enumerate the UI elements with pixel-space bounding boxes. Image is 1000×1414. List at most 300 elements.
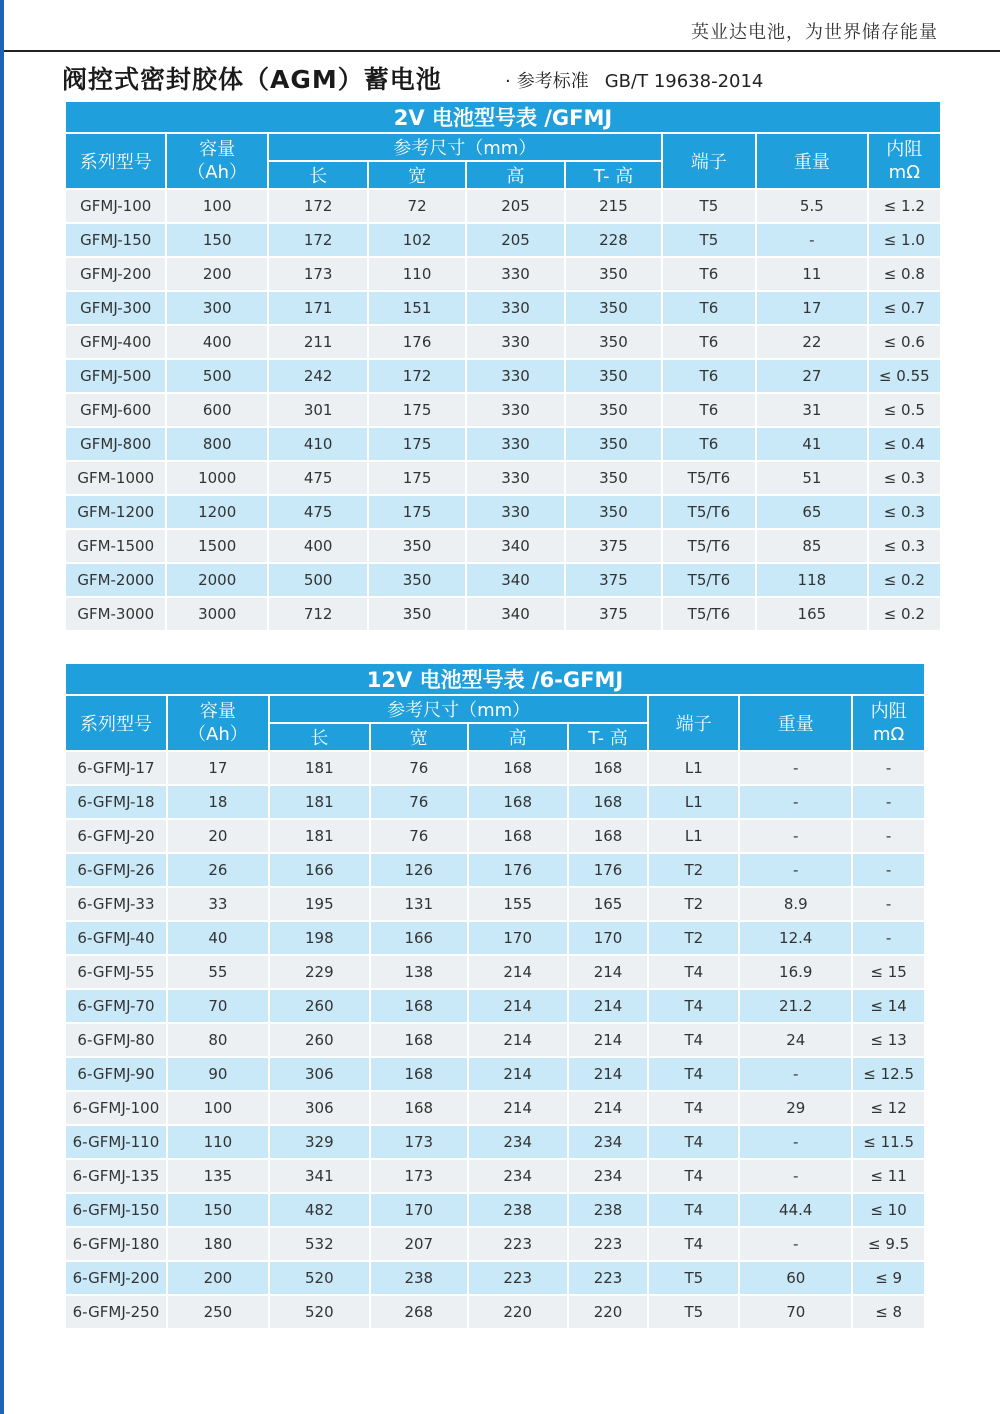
cell-model: 6-GFMJ-70 [66,990,166,1022]
cell-capacity: 110 [168,1126,268,1158]
cell-height: 168 [469,752,567,784]
cell-model: GFMJ-500 [66,360,165,392]
cell-capacity: 55 [168,956,268,988]
cell-capacity: 100 [168,1092,268,1124]
cell-weight: 60 [740,1262,851,1294]
cell-terminal: L1 [649,820,738,852]
cell-weight: 8.9 [740,888,851,920]
header-capacity-unit: （Ah） [188,724,248,745]
cell-height: 330 [467,428,564,460]
cell-resistance: ≤ 0.7 [869,292,940,324]
cell-resistance: ≤ 10 [853,1194,924,1226]
cell-length: 520 [270,1262,369,1294]
cell-model: 6-GFMJ-100 [66,1092,166,1124]
cell-t-height: 165 [569,888,648,920]
cell-height: 220 [469,1296,567,1328]
cell-weight: - [740,1160,851,1192]
cell-length: 475 [269,462,367,494]
cell-weight: 17 [757,292,867,324]
cell-length: 198 [270,922,369,954]
cell-terminal: T6 [663,292,755,324]
cell-capacity: 300 [167,292,266,324]
cell-width: 76 [371,752,467,784]
left-edge-bar [0,0,4,1414]
cell-resistance: ≤ 0.8 [869,258,940,290]
cell-terminal: T5 [649,1262,738,1294]
cell-width: 110 [369,258,464,290]
header-resistance-unit: mΩ [888,162,920,183]
header-model: 系列型号 [66,696,166,750]
table-row [66,564,940,596]
header-t-height: T- 高 [566,162,660,188]
cell-width: 175 [369,394,464,426]
header-height: 高 [467,162,564,188]
cell-model: 6-GFMJ-26 [66,854,166,886]
cell-resistance: - [853,922,924,954]
cell-resistance: - [853,888,924,920]
table-row [66,394,940,426]
cell-terminal: T5/T6 [663,598,755,630]
table-row [66,428,940,460]
cell-model: GFMJ-300 [66,292,165,324]
cell-capacity: 1200 [167,496,266,528]
cell-length: 173 [269,258,367,290]
cell-model: 6-GFMJ-135 [66,1160,166,1192]
cell-width: 76 [371,786,467,818]
cell-weight: 12.4 [740,922,851,954]
cell-t-height: 214 [569,1058,648,1090]
cell-terminal: T5 [663,224,755,256]
cell-length: 400 [269,530,367,562]
cell-height: 238 [469,1194,567,1226]
cell-t-height: 214 [569,990,648,1022]
cell-capacity: 20 [168,820,268,852]
cell-length: 306 [270,1092,369,1124]
cell-weight: 22 [757,326,867,358]
cell-terminal: T6 [663,326,755,358]
cell-resistance: ≤ 13 [853,1024,924,1056]
cell-terminal: T6 [663,258,755,290]
cell-t-height: 375 [566,564,660,596]
cell-t-height: 220 [569,1296,648,1328]
cell-length: 229 [270,956,369,988]
cell-resistance: ≤ 12 [853,1092,924,1124]
cell-capacity: 70 [168,990,268,1022]
cell-t-height: 168 [569,820,648,852]
cell-capacity: 80 [168,1024,268,1056]
cell-width: 238 [371,1262,467,1294]
cell-resistance: ≤ 0.3 [869,496,940,528]
cell-capacity: 90 [168,1058,268,1090]
header-dimensions: 参考尺寸（mm） [269,134,661,160]
cell-resistance: ≤ 8 [853,1296,924,1328]
cell-terminal: T6 [663,360,755,392]
cell-height: 330 [467,394,564,426]
cell-terminal: T4 [649,956,738,988]
cell-t-height: 214 [569,1024,648,1056]
table-row [66,1194,924,1226]
cell-weight: 44.4 [740,1194,851,1226]
cell-length: 712 [269,598,367,630]
cell-length: 306 [270,1058,369,1090]
cell-model: GFM-1200 [66,496,165,528]
cell-height: 155 [469,888,567,920]
cell-height: 170 [469,922,567,954]
cell-terminal: T5 [663,190,755,222]
cell-height: 330 [467,292,564,324]
cell-length: 260 [270,990,369,1022]
table-row [66,888,924,920]
cell-terminal: T4 [649,1194,738,1226]
cell-length: 341 [270,1160,369,1192]
table-2v-title: 2V 电池型号表 /GFMJ [66,102,940,132]
cell-weight: 5.5 [757,190,867,222]
table-row [66,292,940,324]
cell-capacity: 40 [168,922,268,954]
header-height: 高 [469,724,567,750]
cell-model: GFM-3000 [66,598,165,630]
cell-capacity: 500 [167,360,266,392]
cell-terminal: T4 [649,1228,738,1260]
header-width: 宽 [371,724,467,750]
cell-weight: 16.9 [740,956,851,988]
cell-resistance: ≤ 0.5 [869,394,940,426]
cell-length: 520 [270,1296,369,1328]
cell-model: 6-GFMJ-200 [66,1262,166,1294]
cell-height: 223 [469,1262,567,1294]
cell-model: 6-GFMJ-17 [66,752,166,784]
header-capacity-label: 容量 [199,701,236,722]
cell-length: 195 [270,888,369,920]
cell-t-height: 234 [569,1160,648,1192]
cell-model: 6-GFMJ-40 [66,922,166,954]
cell-length: 301 [269,394,367,426]
cell-t-height: 350 [566,496,660,528]
cell-t-height: 176 [569,854,648,886]
cell-capacity: 1000 [167,462,266,494]
table-row [66,1160,924,1192]
cell-weight: 41 [757,428,867,460]
cell-width: 102 [369,224,464,256]
header-capacity [167,134,266,188]
cell-resistance: ≤ 0.2 [869,564,940,596]
cell-t-height: 350 [566,462,660,494]
page-title: 阀控式密封胶体（AGM）蓄电池 [62,65,442,94]
header-divider [4,50,1000,52]
cell-model: GFM-1000 [66,462,165,494]
cell-width: 168 [371,1092,467,1124]
cell-height: 330 [467,326,564,358]
cell-terminal: T2 [649,888,738,920]
cell-capacity: 250 [168,1296,268,1328]
company-slogan: 英业达电池，为世界储存能量 [691,22,938,43]
cell-weight: - [740,786,851,818]
cell-weight: 27 [757,360,867,392]
cell-resistance: - [853,820,924,852]
cell-model: 6-GFMJ-33 [66,888,166,920]
cell-capacity: 150 [168,1194,268,1226]
cell-width: 176 [369,326,464,358]
cell-resistance: ≤ 1.0 [869,224,940,256]
cell-capacity: 17 [168,752,268,784]
cell-model: GFMJ-400 [66,326,165,358]
cell-terminal: T6 [663,394,755,426]
cell-resistance: - [853,752,924,784]
cell-t-height: 238 [569,1194,648,1226]
cell-model: 6-GFMJ-180 [66,1228,166,1260]
cell-terminal: T4 [649,1092,738,1124]
cell-model: GFMJ-600 [66,394,165,426]
cell-weight: 31 [757,394,867,426]
cell-t-height: 350 [566,326,660,358]
header-dimensions: 参考尺寸（mm） [270,696,648,722]
table-row [66,598,940,630]
cell-length: 166 [270,854,369,886]
header-capacity-label: 容量 [199,139,236,160]
cell-t-height: 375 [566,598,660,630]
cell-t-height: 223 [569,1228,648,1260]
cell-height: 234 [469,1160,567,1192]
cell-model: 6-GFMJ-90 [66,1058,166,1090]
cell-capacity: 33 [168,888,268,920]
cell-weight: 165 [757,598,867,630]
cell-resistance: ≤ 0.3 [869,462,940,494]
cell-resistance: - [853,854,924,886]
cell-height: 340 [467,530,564,562]
cell-height: 340 [467,564,564,596]
cell-length: 172 [269,190,367,222]
cell-terminal: T5 [649,1296,738,1328]
cell-t-height: 350 [566,428,660,460]
table-row [66,786,924,818]
cell-capacity: 100 [167,190,266,222]
cell-width: 172 [369,360,464,392]
cell-height: 168 [469,786,567,818]
cell-height: 330 [467,360,564,392]
cell-model: 6-GFMJ-110 [66,1126,166,1158]
cell-t-height: 215 [566,190,660,222]
cell-terminal: T5/T6 [663,530,755,562]
cell-width: 350 [369,530,464,562]
table-row [66,1058,924,1090]
cell-resistance: ≤ 11.5 [853,1126,924,1158]
cell-width: 350 [369,598,464,630]
cell-width: 168 [371,1024,467,1056]
table-row [66,820,924,852]
cell-t-height: 223 [569,1262,648,1294]
cell-length: 475 [269,496,367,528]
cell-width: 350 [369,564,464,596]
cell-resistance: ≤ 9 [853,1262,924,1294]
reference-standard [505,67,763,93]
cell-width: 138 [371,956,467,988]
table-row [66,990,924,1022]
table-12v-body [66,752,924,1328]
cell-height: 205 [467,190,564,222]
cell-model: 6-GFMJ-55 [66,956,166,988]
standard-label: 参考标准 [516,71,589,92]
header-terminal: 端子 [649,696,738,750]
cell-width: 168 [371,990,467,1022]
cell-capacity: 135 [168,1160,268,1192]
cell-width: 268 [371,1296,467,1328]
cell-length: 329 [270,1126,369,1158]
cell-capacity: 18 [168,786,268,818]
cell-t-height: 234 [569,1126,648,1158]
header-t-height: T- 高 [569,724,648,750]
cell-capacity: 200 [168,1262,268,1294]
table-row [66,462,940,494]
cell-length: 211 [269,326,367,358]
cell-weight: 118 [757,564,867,596]
header-resistance-label: 内阻 [870,701,907,722]
cell-t-height: 168 [569,786,648,818]
cell-weight: 65 [757,496,867,528]
cell-width: 175 [369,496,464,528]
header-resistance [853,696,924,750]
cell-weight: 51 [757,462,867,494]
cell-capacity: 800 [167,428,266,460]
cell-model: 6-GFMJ-80 [66,1024,166,1056]
cell-model: GFMJ-800 [66,428,165,460]
cell-weight: 21.2 [740,990,851,1022]
table-row [66,956,924,988]
cell-height: 176 [469,854,567,886]
table-row [66,1126,924,1158]
table-row [66,326,940,358]
cell-length: 172 [269,224,367,256]
table-row [66,224,940,256]
cell-length: 181 [270,752,369,784]
cell-weight: 85 [757,530,867,562]
header-width: 宽 [369,162,464,188]
cell-height: 330 [467,462,564,494]
cell-height: 330 [467,496,564,528]
standard-value: GB/T 19638-2014 [604,71,764,92]
cell-t-height: 375 [566,530,660,562]
cell-terminal: T2 [649,854,738,886]
cell-length: 260 [270,1024,369,1056]
cell-width: 175 [369,462,464,494]
header-weight: 重量 [757,134,867,188]
cell-length: 532 [270,1228,369,1260]
cell-resistance: ≤ 0.4 [869,428,940,460]
cell-weight: - [740,1058,851,1090]
cell-model: 6-GFMJ-20 [66,820,166,852]
cell-terminal: T4 [649,1058,738,1090]
table-12v-title: 12V 电池型号表 /6-GFMJ [66,664,924,694]
table-row [66,922,924,954]
table-row [66,1228,924,1260]
cell-width: 207 [371,1228,467,1260]
cell-model: 6-GFMJ-18 [66,786,166,818]
cell-weight: - [740,854,851,886]
table-2v [64,100,942,632]
cell-height: 214 [469,1058,567,1090]
cell-weight: - [740,1126,851,1158]
cell-t-height: 168 [569,752,648,784]
bullet: · [505,71,511,92]
cell-weight: 24 [740,1024,851,1056]
header-resistance-label: 内阻 [886,139,923,160]
cell-model: GFM-2000 [66,564,165,596]
cell-capacity: 150 [167,224,266,256]
table-row [66,752,924,784]
header-length: 长 [269,162,367,188]
cell-length: 500 [269,564,367,596]
cell-resistance: ≤ 0.55 [869,360,940,392]
cell-t-height: 170 [569,922,648,954]
table-row [66,258,940,290]
cell-resistance: ≤ 14 [853,990,924,1022]
table-12v [64,662,926,1330]
cell-model: GFMJ-100 [66,190,165,222]
cell-model: 6-GFMJ-150 [66,1194,166,1226]
cell-width: 126 [371,854,467,886]
cell-height: 234 [469,1126,567,1158]
table-row [66,190,940,222]
cell-width: 151 [369,292,464,324]
header-weight: 重量 [740,696,851,750]
cell-t-height: 350 [566,292,660,324]
cell-t-height: 350 [566,258,660,290]
cell-capacity: 200 [167,258,266,290]
cell-resistance: ≤ 11 [853,1160,924,1192]
cell-resistance: ≤ 9.5 [853,1228,924,1260]
cell-capacity: 180 [168,1228,268,1260]
cell-length: 171 [269,292,367,324]
table-row [66,530,940,562]
cell-terminal: T6 [663,428,755,460]
header-resistance [869,134,940,188]
cell-terminal: T4 [649,990,738,1022]
cell-width: 173 [371,1160,467,1192]
cell-length: 410 [269,428,367,460]
cell-resistance: ≤ 12.5 [853,1058,924,1090]
cell-terminal: L1 [649,786,738,818]
cell-width: 170 [371,1194,467,1226]
table-row [66,496,940,528]
cell-length: 181 [270,786,369,818]
cell-terminal: T2 [649,922,738,954]
cell-terminal: T4 [649,1160,738,1192]
cell-terminal: L1 [649,752,738,784]
cell-width: 168 [371,1058,467,1090]
cell-height: 340 [467,598,564,630]
cell-weight: - [757,224,867,256]
cell-model: 6-GFMJ-250 [66,1296,166,1328]
table-row [66,1024,924,1056]
cell-resistance: ≤ 1.2 [869,190,940,222]
cell-width: 72 [369,190,464,222]
cell-weight: - [740,1228,851,1260]
cell-height: 223 [469,1228,567,1260]
cell-weight: 29 [740,1092,851,1124]
cell-terminal: T5/T6 [663,462,755,494]
cell-t-height: 214 [569,956,648,988]
cell-width: 173 [371,1126,467,1158]
cell-height: 205 [467,224,564,256]
cell-capacity: 1500 [167,530,266,562]
cell-capacity: 26 [168,854,268,886]
cell-resistance: ≤ 15 [853,956,924,988]
table-row [66,1296,924,1328]
cell-resistance: - [853,786,924,818]
cell-height: 214 [469,956,567,988]
header-capacity-unit: （Ah） [187,162,248,183]
cell-length: 181 [270,820,369,852]
header-capacity [168,696,268,750]
